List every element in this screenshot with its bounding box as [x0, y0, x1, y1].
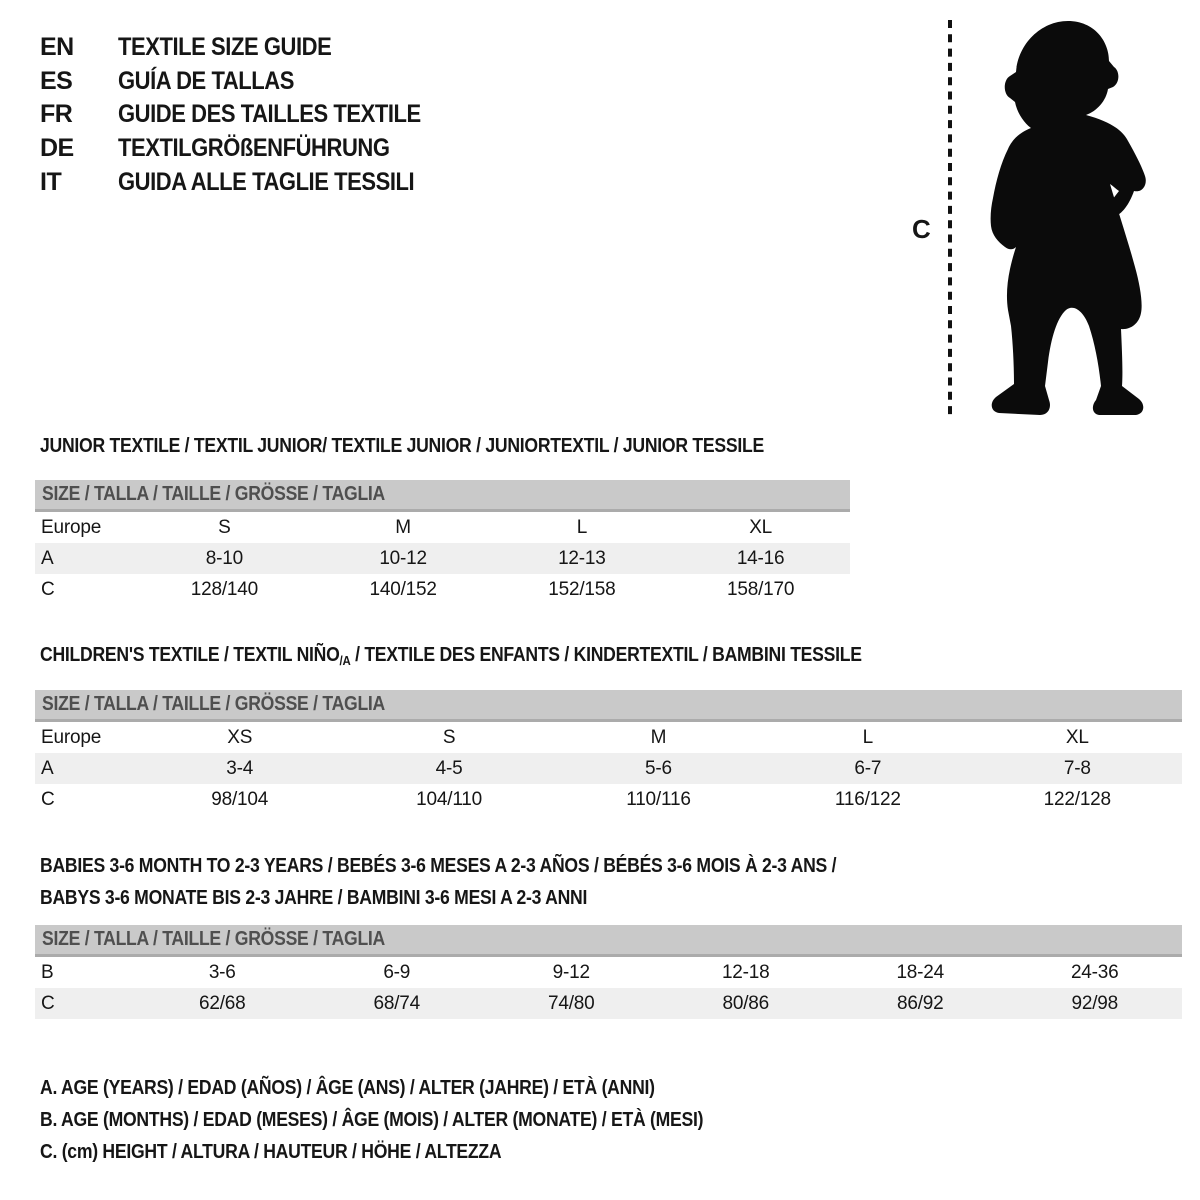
language-code: IT	[40, 167, 62, 196]
row-label: A	[35, 753, 135, 784]
junior-size-table-block	[35, 480, 850, 605]
legend-line-b-text: B. AGE (MONTHS) / EDAD (MESES) / ÂGE (MOIS) / ALTER (MONATE) / ETÀ (MESI)	[40, 1109, 704, 1131]
row-label: B	[41, 961, 54, 983]
size-cell: L	[576, 516, 588, 538]
size-cell: 3-4	[135, 753, 344, 784]
children-size-table	[35, 722, 1182, 815]
size-cell: 9-12	[552, 961, 590, 983]
measurement-legend	[40, 1072, 794, 1168]
row-label: Europe	[41, 516, 102, 538]
size-cell: 122/128	[1043, 788, 1111, 810]
table-row	[35, 574, 850, 605]
language-row	[40, 31, 462, 65]
size-cell: 3-6	[208, 961, 236, 983]
size-cell: 24-36	[1070, 961, 1119, 983]
size-cell: XL	[1065, 726, 1089, 748]
table-row	[35, 722, 1182, 753]
babies-size-table	[35, 957, 1182, 1019]
size-header-label: SIZE / TALLA / TAILLE / GRÖSSE / TAGLIA	[42, 693, 386, 715]
children-section-title	[40, 643, 974, 669]
legend-line-c-text: C. (cm) HEIGHT / ALTURA / HAUTEUR / HÖHE / ALTEZZA	[40, 1141, 502, 1163]
size-cell: 7-8	[973, 753, 1182, 784]
size-cell: 158/170	[726, 578, 795, 600]
size-cell: XL	[749, 516, 773, 538]
size-cell: 18-24	[896, 961, 945, 983]
legend-line-c	[40, 1136, 794, 1168]
language-title-block	[40, 31, 462, 199]
size-cell: 140/152	[369, 578, 437, 600]
figure-measure-label: C	[912, 214, 931, 244]
language-code: ES	[40, 66, 73, 95]
language-title: GUIDA ALLE TAGLIE TESSILI	[118, 167, 415, 196]
size-cell: 8-10	[135, 543, 314, 574]
table-row	[35, 988, 1182, 1019]
size-cell: 62/68	[135, 988, 310, 1019]
size-cell: 116/122	[834, 788, 901, 810]
size-cell: 104/110	[416, 788, 483, 810]
table-row	[35, 784, 1182, 815]
children-title-sub: /A	[339, 653, 351, 668]
row-label: A	[35, 543, 135, 574]
size-cell: 80/86	[659, 988, 834, 1019]
language-row	[40, 165, 462, 199]
junior-size-table	[35, 512, 850, 605]
size-cell: XS	[227, 726, 253, 748]
size-header-bar	[35, 925, 1182, 957]
table-row	[35, 753, 1182, 784]
size-cell: M	[650, 726, 667, 748]
size-cell: 12-18	[721, 961, 770, 983]
size-cell: 68/74	[310, 988, 485, 1019]
size-header-bar	[35, 480, 850, 512]
junior-section-title-text: JUNIOR TEXTILE / TEXTIL JUNIOR/ TEXTILE JUNIOR / JUNIORTEXTIL / JUNIOR TESSILE	[40, 435, 764, 457]
babies-title-line2: BABYS 3-6 MONATE BIS 2-3 JAHRE / BAMBINI 3-6 MESI A 2-3 ANNI	[40, 887, 588, 909]
babies-size-table-block	[35, 925, 1182, 1019]
language-code: EN	[40, 33, 74, 62]
size-cell: 12-13	[493, 543, 672, 574]
size-cell: 110/116	[626, 788, 691, 810]
row-label: C	[41, 578, 55, 600]
language-row	[40, 98, 462, 132]
table-row	[35, 512, 850, 543]
size-cell: 86/92	[833, 988, 1008, 1019]
language-code: FR	[40, 100, 73, 129]
legend-line-a	[40, 1072, 794, 1104]
language-title: TEXTILGRÖßENFÜHRUNG	[118, 134, 390, 163]
junior-section-title	[40, 434, 863, 458]
row-label: C	[35, 988, 135, 1019]
babies-title-line1: BABIES 3-6 MONTH TO 2-3 YEARS / BEBÉS 3-6 MESES A 2-3 AÑOS / BÉBÉS 3-6 MOIS À 2-3 ANS /	[40, 855, 837, 877]
size-header-bar	[35, 690, 1182, 722]
size-cell: 5-6	[554, 753, 763, 784]
size-cell: 4-5	[344, 753, 553, 784]
size-header-label: SIZE / TALLA / TAILLE / GRÖSSE / TAGLIA	[42, 928, 386, 950]
size-cell: 6-7	[763, 753, 972, 784]
size-cell: S	[218, 516, 231, 538]
toddler-figure	[940, 12, 1190, 424]
language-title: TEXTILE SIZE GUIDE	[118, 33, 332, 62]
size-cell: L	[862, 726, 874, 748]
size-cell: M	[395, 516, 411, 538]
language-code: DE	[40, 134, 74, 163]
children-size-table-block	[35, 690, 1182, 815]
size-cell: 92/98	[1008, 988, 1183, 1019]
language-title: GUÍA DE TALLAS	[118, 66, 294, 95]
language-title: GUIDE DES TAILLES TEXTILE	[118, 100, 421, 129]
children-section-title-text	[40, 643, 862, 669]
legend-line-a-text: A. AGE (YEARS) / EDAD (AÑOS) / ÂGE (ANS) / ALTER (JAHRE) / ETÀ (ANNI)	[40, 1077, 655, 1099]
toddler-silhouette-icon	[991, 21, 1146, 415]
size-cell: 14-16	[671, 543, 850, 574]
table-row	[35, 543, 850, 574]
size-cell: 10-12	[314, 543, 493, 574]
row-label: C	[41, 788, 55, 810]
size-header-label: SIZE / TALLA / TAILLE / GRÖSSE / TAGLIA	[42, 483, 386, 505]
size-cell: 74/80	[484, 988, 659, 1019]
size-cell: 128/140	[190, 578, 259, 600]
babies-section-title	[40, 850, 945, 914]
row-label: Europe	[41, 726, 102, 748]
legend-line-b	[40, 1104, 794, 1136]
language-row	[40, 132, 462, 166]
size-cell: 98/104	[211, 788, 269, 810]
children-title-post: / TEXTILE DES ENFANTS / KINDERTEXTIL / BAMBINI TESSILE	[350, 644, 862, 666]
table-row	[35, 957, 1182, 988]
size-cell: 6-9	[383, 961, 411, 983]
children-title-pre: CHILDREN'S TEXTILE / TEXTIL NIÑO	[40, 644, 340, 666]
language-row	[40, 65, 462, 99]
size-cell: 152/158	[548, 578, 616, 600]
size-cell: S	[442, 726, 456, 748]
